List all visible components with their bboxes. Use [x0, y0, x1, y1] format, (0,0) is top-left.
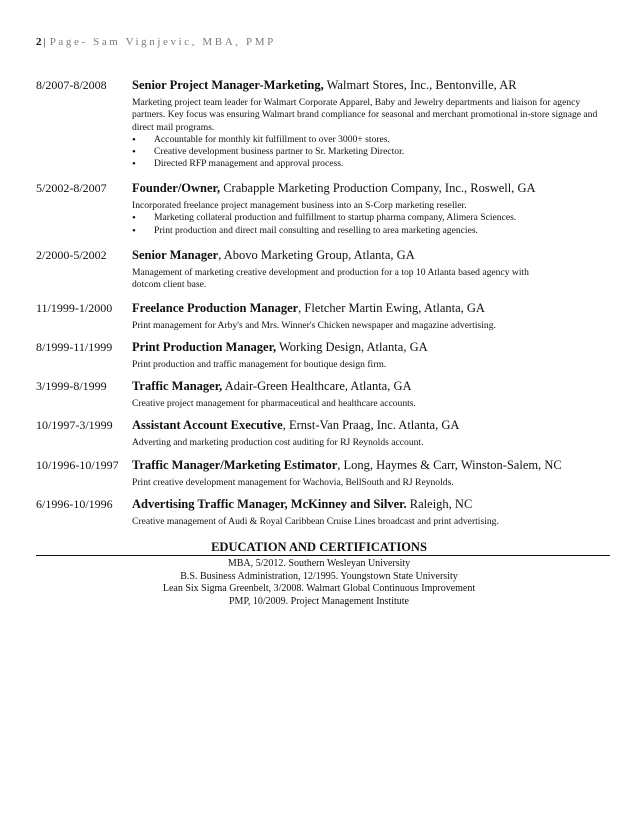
entry-description: Marketing project team leader for Walmart Corporate Apparel, Baby and Jewelry departments and liaison for agency partners. Key focus was ensuring Walmart brand compliance for seasonal and merchant promotional in-store signage and direct mail programs.: [132, 97, 598, 133]
entry-org: , Ernst-Van Praag, Inc. Atlanta, GA: [282, 418, 460, 432]
bullet-item: • Creative development business partner to Sr. Marketing Director.: [132, 146, 612, 158]
entry-date: 3/1999-8/1999: [36, 379, 107, 393]
entry-title: Advertising Traffic Manager: [132, 497, 285, 511]
entry-description: Incorporated freelance project management business into an S-Corp marketing reseller.: [132, 200, 467, 211]
entry-description: Management of marketing creative development and production for a top 10 Atlanta based agency with dotcom client base.: [132, 267, 529, 291]
entry-title: Traffic Manager,: [132, 379, 223, 393]
entry-date: 11/1999-1/2000: [36, 301, 113, 315]
section-divider: [36, 555, 610, 556]
entry-description: Print production and traffic management for boutique design firm.: [132, 359, 387, 370]
entry-title: Freelance Production Manager: [132, 301, 299, 315]
entry-org: , Abovo Marketing Group, Atlanta, GA: [218, 248, 415, 262]
bullet-item: • Accountable for monthly kit fulfillment to over 3000+ stores.: [132, 134, 612, 146]
entry-date: 6/1996-10/1996: [36, 497, 113, 511]
entry-bullets: [132, 212, 612, 237]
entry-org: Working Design, Atlanta, GA: [276, 340, 428, 354]
entry-org: Walmart Stores, Inc., Bentonville, AR: [323, 78, 517, 92]
entry-date: 10/1996-10/1997: [36, 458, 119, 472]
entry-date: 8/2007-8/2008: [36, 78, 107, 92]
header-text: Page- Sam Vignjevic, MBA, PMP: [49, 36, 276, 48]
header-separator: |: [43, 36, 46, 48]
entry-description: Creative project management for pharmaceutical and healthcare accounts.: [132, 398, 416, 409]
education-list: [0, 558, 638, 608]
entry-date: 2/2000-5/2002: [36, 248, 107, 262]
entry-title: Senior Project Manager-Marketing,: [132, 78, 324, 92]
entry-description: Creative management of Audi & Royal Caribbean Cruise Lines broadcast and print advertising.: [132, 516, 499, 527]
entry-org: , Fletcher Martin Ewing, Atlanta, GA: [298, 301, 485, 315]
education-item: Lean Six Sigma Greenbelt, 3/2008. Walmart Global Continuous Improvement: [162, 583, 476, 594]
entry-title: Traffic Manager/Marketing Estimator: [132, 458, 338, 472]
bullet-item: • Directed RFP management and approval process.: [132, 158, 612, 170]
entry-title: Senior Manager: [132, 248, 219, 262]
entry-date: 8/1999-11/1999: [36, 340, 113, 354]
education-item: MBA, 5/2012. Southern Wesleyan University: [227, 558, 411, 569]
entry-description: Print creative development management for Wachovia, BellSouth and RJ Reynolds.: [132, 477, 454, 488]
entry-org: Adair-Green Healthcare, Atlanta, GA: [222, 379, 412, 393]
entry-org: Crabapple Marketing Production Company, Inc., Roswell, GA: [220, 181, 536, 195]
page-number: 2: [36, 36, 42, 48]
entry-org: , Long, Haymes & Carr, Winston-Salem, NC: [337, 458, 562, 472]
entry-bullets: [132, 134, 612, 171]
education-item: PMP, 10/2009. Project Management Institute: [229, 595, 409, 607]
entry-date: 10/1997-3/1999: [36, 418, 113, 432]
entry-description: Print management for Arby's and Mrs. Winner's Chicken newspaper and magazine advertising.: [132, 320, 496, 331]
education-item: B.S. Business Administration, 12/1995. Youngstown State University: [180, 570, 458, 582]
entry-org: Raleigh, NC: [406, 497, 473, 511]
entry-title: Assistant Account Executive: [132, 418, 283, 432]
entry-title: Print Production Manager,: [132, 340, 277, 354]
entry-title: Founder/Owner,: [132, 181, 221, 195]
bullet-item: • Print production and direct mail consulting and reselling to area marketing agencies.: [132, 225, 612, 237]
page-header: [36, 36, 276, 48]
entry-title-firm: , McKinney and Silver.: [284, 497, 407, 511]
bullet-item: • Marketing collateral production and fulfillment to startup pharma company, Alimera Sciences.: [132, 212, 612, 224]
entry-date: 5/2002-8/2007: [36, 181, 107, 195]
entry-description: Adverting and marketing production cost auditing for RJ Reynolds account.: [132, 437, 424, 448]
education-heading: EDUCATION AND CERTIFICATIONS: [211, 540, 427, 554]
